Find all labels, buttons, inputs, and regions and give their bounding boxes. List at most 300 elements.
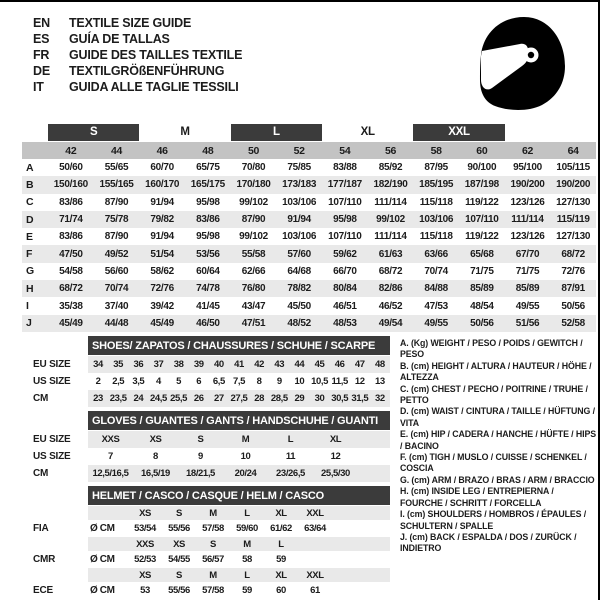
helmet-size-label: L	[244, 569, 250, 581]
measure-value: 119/122	[465, 231, 499, 243]
shoes-size-table	[88, 336, 390, 407]
language-row	[33, 15, 242, 31]
gloves-side-spacer	[33, 411, 88, 431]
shoes-row	[88, 356, 390, 373]
measure-value: 107/110	[328, 196, 362, 208]
measure-value: 55/58	[241, 248, 266, 260]
helmet-value: 55/56	[168, 585, 190, 596]
gloves-value: 10	[240, 451, 251, 462]
helmet-value: 61	[310, 585, 320, 596]
measure-value: 72/76	[561, 265, 585, 277]
measure-value: 107/110	[328, 231, 362, 243]
gloves-row	[88, 431, 390, 448]
measure-value: 63/66	[424, 248, 448, 260]
measure-value: 79/82	[150, 214, 174, 226]
shoes-value: 23,5	[109, 393, 127, 404]
measure-value: 49/55	[424, 317, 448, 329]
legend-item: F. (cm) TIGH / MUSLO / CUISSE / SCHENKEL / COSCIA	[400, 452, 587, 474]
gloves-value: L	[287, 434, 294, 445]
shoes-row	[88, 373, 390, 390]
shoes-label-cm: CM	[33, 393, 49, 404]
size-number: 44	[110, 144, 123, 157]
gloves-value: 20/24	[234, 468, 257, 479]
size-group-row	[22, 123, 596, 141]
shoes-value: 29	[294, 393, 305, 404]
measure-value: 115/118	[419, 196, 453, 208]
measure-value: 83/86	[59, 231, 83, 243]
helmet-value: 58	[242, 554, 252, 565]
helmet-value: 57/58	[202, 585, 224, 596]
measure-value: 50/56	[561, 300, 585, 312]
shoes-value: 27,5	[230, 393, 248, 404]
measure-row-B	[22, 176, 596, 193]
measure-letter: C	[26, 196, 34, 209]
size-group-empty	[505, 124, 551, 141]
measure-value: 49/54	[378, 317, 403, 329]
measure-value: 55/65	[104, 162, 129, 174]
measure-value: 95/98	[333, 214, 357, 226]
helmet-value: 63/64	[304, 523, 326, 534]
helmet-size-label: L	[244, 507, 250, 519]
helmet-standard-label-ece: ECE	[33, 585, 53, 596]
measure-value: 111/114	[374, 231, 407, 243]
measure-row-A	[22, 159, 596, 176]
helmet-size-label: S	[210, 538, 216, 550]
shoes-value: 30	[314, 393, 325, 404]
legend-item: G. (cm) ARM / BRAZO / BRAS / ARM / BRACCIO	[400, 474, 595, 485]
shoes-value: 11,5	[331, 376, 348, 387]
measure-value: 45/50	[287, 300, 311, 312]
measure-value: 115/119	[556, 214, 590, 226]
helmet-size-label: S	[176, 569, 182, 581]
measure-row-E	[22, 228, 596, 245]
language-row	[33, 47, 242, 63]
gloves-value: XL	[329, 434, 342, 445]
measure-value: 103/106	[419, 214, 454, 226]
helmet-value-row-FIA	[88, 520, 390, 537]
shoes-table-title: SHOES/ ZAPATOS / CHAUSSURES / SCHUHE / SCARPE	[88, 336, 390, 355]
shoes-value: 40	[213, 359, 224, 370]
shoes-value: 38	[173, 359, 184, 370]
measure-letter: F	[26, 248, 33, 261]
measure-value: 103/106	[282, 231, 317, 243]
shoes-value: 28	[254, 393, 265, 404]
helmet-size-label: XS	[139, 507, 151, 519]
measure-value: 68/72	[378, 265, 403, 277]
measure-value: 78/82	[287, 283, 311, 295]
gloves-value: 7	[108, 451, 113, 462]
measure-value: 84/88	[424, 283, 448, 295]
measure-value: 123/126	[510, 196, 545, 208]
helmet-size-row-FIA	[88, 506, 390, 520]
size-number: 46	[156, 144, 168, 157]
measure-value: 155/165	[99, 179, 134, 191]
size-number: 60	[476, 144, 488, 157]
diameter-unit-label: Ø CM	[90, 554, 115, 565]
measure-row-G	[22, 263, 596, 280]
helmet-size-label: M	[243, 538, 251, 550]
measure-value: 48/54	[470, 300, 494, 312]
shoes-value: 43	[274, 359, 285, 370]
measure-letter: G	[26, 265, 34, 278]
helmet-value: 56/57	[202, 554, 224, 565]
size-group-L: L	[231, 124, 322, 141]
measure-value: 56/60	[104, 265, 129, 277]
size-number: 62	[521, 144, 534, 157]
measure-value: 50/56	[470, 317, 494, 329]
measure-value: 87/90	[104, 231, 129, 243]
shoes-value: 13	[375, 376, 385, 387]
shoes-value: 34	[93, 359, 103, 370]
measure-value: 170/180	[236, 179, 271, 191]
measure-letter: B	[26, 178, 34, 191]
measure-value: 87/90	[241, 214, 266, 226]
helmet-size-label: XS	[139, 569, 151, 581]
helmet-value: 53	[140, 585, 150, 596]
measure-value: 45/49	[59, 317, 83, 329]
shoes-value: 30,5	[331, 393, 349, 404]
measure-value: 51/56	[515, 317, 540, 329]
measure-value: 127/130	[556, 231, 591, 243]
gloves-value: XXS	[101, 434, 120, 445]
helmet-size-label: XS	[173, 538, 185, 550]
gloves-value: 23/26,5	[276, 468, 305, 479]
measure-value: 190/200	[510, 179, 545, 191]
helmet-value-row-ECE	[88, 582, 390, 599]
measure-value: 111/114	[374, 196, 407, 208]
shoes-value: 25,5	[170, 393, 188, 404]
helmet-side-spacer	[33, 537, 88, 551]
language-row	[33, 31, 242, 47]
measure-value: 99/102	[376, 214, 405, 226]
shoes-value: 48	[375, 359, 385, 370]
measure-value: 87/95	[424, 162, 448, 174]
size-number: 50	[247, 144, 260, 157]
measure-row-F	[22, 245, 596, 262]
measure-letter: E	[26, 230, 33, 243]
helmet-size-row-CMR	[88, 537, 390, 551]
measure-value: 173/183	[282, 179, 317, 191]
language-row	[33, 79, 242, 95]
measure-value: 48/52	[287, 317, 311, 329]
shoes-value: 39	[193, 359, 204, 370]
helmet-size-label: XXS	[136, 538, 154, 550]
legend-item: J. (cm) BACK / ESPALDA / DOS / ZURÜCK / INDIETRO	[400, 531, 577, 554]
shoes-value: 36	[133, 359, 144, 370]
helmet-standard-label-cmr: CMR	[33, 554, 56, 565]
language-code: FR	[33, 48, 50, 62]
shoes-value: 46	[334, 359, 345, 370]
measure-row-J	[22, 315, 596, 332]
helmet-value: 54/55	[168, 554, 190, 565]
helmet-value: 53/54	[134, 523, 156, 534]
size-group-XXL: XXL	[413, 124, 504, 141]
measure-value: 119/122	[465, 196, 499, 208]
gloves-row	[88, 448, 390, 465]
measure-value: 177/187	[327, 179, 362, 191]
language-code: DE	[33, 64, 50, 78]
measure-value: 70/74	[104, 283, 129, 295]
shoes-value: 6	[196, 376, 202, 387]
measure-letter: D	[26, 213, 34, 226]
measure-value: 107/110	[465, 214, 499, 226]
helmet-side-spacer	[33, 506, 88, 520]
measure-value: 71/74	[59, 214, 83, 226]
gloves-value: 9	[198, 451, 203, 462]
measure-row-C	[22, 194, 596, 211]
shoes-value: 12	[354, 376, 365, 387]
size-number: 64	[567, 144, 579, 157]
shoes-value: 45	[314, 359, 325, 370]
gloves-value: 16,5/19	[141, 468, 170, 479]
gloves-label-us-size: US SIZE	[33, 451, 71, 462]
shoes-value: 28,5	[270, 393, 288, 404]
gloves-label-eu-size: EU SIZE	[33, 434, 71, 445]
measure-value: 44/48	[104, 317, 129, 329]
measure-value: 95/98	[196, 231, 220, 243]
language-title: GUIDE DES TAILLES TEXTILE	[69, 48, 243, 62]
measure-value: 85/89	[470, 283, 494, 295]
measure-value: 48/53	[333, 317, 357, 329]
measure-value: 80/84	[333, 283, 357, 295]
shoes-value: 8	[256, 376, 262, 387]
shoes-value: 41	[234, 359, 244, 370]
measure-value: 39/42	[150, 300, 174, 312]
measure-value: 99/102	[239, 196, 268, 208]
helmet-size-row-ECE	[88, 568, 390, 582]
shoes-value: 32	[375, 393, 385, 404]
measure-value: 47/50	[59, 248, 83, 260]
measure-value: 82/86	[378, 283, 403, 295]
legend-item: A. (Kg) WEIGHT / PESO / POIDS / GEWITCH / PESO	[400, 338, 583, 360]
helmet-table-title: HELMET / CASCO / CASQUE / HELM / CASCO	[88, 486, 390, 505]
measure-value: 115/118	[419, 231, 453, 243]
gloves-value: 25,5/30	[321, 468, 350, 479]
helmet-size-label: M	[209, 507, 217, 519]
gloves-value: S	[197, 434, 204, 445]
measure-value: 65/75	[196, 162, 220, 174]
measure-row-I	[22, 297, 596, 314]
language-code: EN	[33, 16, 50, 30]
size-number: 56	[384, 144, 397, 157]
measure-value: 74/78	[196, 283, 220, 295]
gloves-value: 8	[153, 451, 158, 462]
measure-value: 37/40	[104, 300, 129, 312]
measure-letter: J	[26, 317, 32, 330]
measure-value: 49/55	[515, 300, 540, 312]
gloves-value: 18/21,5	[186, 468, 215, 479]
measure-value: 68/72	[561, 248, 585, 260]
measure-value: 70/80	[241, 162, 266, 174]
helmet-value-row-CMR	[88, 551, 390, 568]
shoes-value: 37	[153, 359, 164, 370]
measure-value: 68/72	[59, 283, 83, 295]
size-number: 48	[202, 144, 214, 157]
helmet-side-spacer	[33, 486, 88, 506]
measure-value: 85/92	[378, 162, 403, 174]
measure-value: 91/94	[150, 196, 174, 208]
language-row	[33, 63, 242, 79]
measure-value: 83/86	[196, 214, 220, 226]
measure-value: 60/70	[150, 162, 174, 174]
helmet-standard-label-fia: FIA	[33, 523, 49, 534]
helmet-size-label: L	[278, 538, 284, 550]
measure-value: 47/51	[241, 317, 266, 329]
measure-value: 53/56	[196, 248, 220, 260]
gloves-label-cm: CM	[33, 468, 49, 479]
measure-value: 99/102	[239, 231, 268, 243]
measure-letter: A	[26, 161, 34, 174]
shoes-value: 27	[213, 393, 224, 404]
shoes-value: 7,5	[232, 376, 245, 387]
gloves-value: 12	[330, 451, 341, 462]
helmet-size-label: XL	[275, 569, 287, 581]
diameter-unit-label: Ø CM	[90, 523, 115, 534]
measure-value: 95/98	[196, 196, 220, 208]
shoes-side-spacer	[33, 336, 88, 356]
measure-letter: H	[26, 282, 34, 295]
measure-value: 75/85	[287, 162, 311, 174]
measurement-legend	[400, 338, 597, 555]
measure-value: 49/52	[104, 248, 129, 260]
language-code: IT	[33, 80, 44, 94]
size-number: 52	[293, 144, 305, 157]
measure-value: 72/76	[150, 283, 174, 295]
helmet-row-labels	[33, 486, 88, 599]
legend-item: H. (cm) INSIDE LEG / ENTREPIERNA / FOURCHE / SCHRITT / FORCELLA	[400, 486, 554, 508]
language-title-list	[33, 15, 242, 95]
measure-value: 150/160	[53, 179, 88, 191]
measure-value: 52/58	[561, 317, 585, 329]
gloves-table-title: GLOVES / GUANTES / GANTS / HANDSCHUHE / GUANTI	[88, 411, 390, 430]
helmet-side-spacer	[33, 568, 88, 582]
measure-value: 190/200	[556, 179, 591, 191]
measure-value: 46/51	[333, 300, 357, 312]
shoes-value: 35	[113, 359, 124, 370]
legend-item: C. (cm) CHEST / PECHO / POITRINE / TRUHE / PETTO	[400, 383, 588, 406]
size-number: 54	[339, 144, 351, 157]
helmet-size-label: XL	[275, 507, 287, 519]
language-title: GUIDA ALLE TAGLIE TESSILI	[69, 80, 239, 94]
helmet-value: 57/58	[202, 523, 224, 534]
shoes-value: 10,5	[311, 376, 328, 387]
helmet-size-label: M	[209, 569, 217, 581]
gloves-row-labels	[33, 411, 88, 482]
legend-item: I. (cm) SHOULDERS / HOMBROS / ÉPAULES / SCHULTERN / SPALLE	[400, 509, 587, 531]
shoes-value: 9	[276, 376, 282, 387]
helmet-section	[33, 486, 393, 599]
shoes-value: 23	[93, 393, 103, 404]
helmet-value: 61/62	[270, 523, 292, 534]
measure-value: 103/106	[282, 196, 317, 208]
measure-value: 57/60	[287, 248, 311, 260]
measure-value: 85/89	[515, 283, 540, 295]
measure-value: 75/78	[104, 214, 129, 226]
measure-value: 70/74	[424, 265, 448, 277]
helmet-value: 55/56	[168, 523, 190, 534]
helmet-size-label: S	[176, 507, 182, 519]
helmet-value: 60	[276, 585, 286, 596]
gloves-value: M	[241, 434, 250, 445]
size-group-M: M	[180, 126, 190, 138]
measure-value: 71/75	[470, 265, 494, 277]
size-group-empty	[22, 124, 48, 141]
shoes-value: 47	[354, 359, 365, 370]
size-number: 58	[430, 144, 442, 157]
legend-item: B. (cm) HEIGHT / ALTURA / HAUTEUR / HÖHE / ALTEZZA	[400, 360, 592, 383]
shoes-section	[33, 336, 393, 407]
helmet-size-table	[88, 486, 390, 599]
measure-value: 165/175	[190, 179, 225, 191]
measure-value: 123/126	[510, 231, 545, 243]
language-title: TEXTILGRÖßENFÜHRUNG	[69, 64, 225, 78]
shoes-value: 5	[176, 376, 182, 387]
measure-value: 67/70	[515, 248, 540, 260]
measure-value: 187/198	[464, 179, 499, 191]
measure-value: 160/170	[145, 179, 180, 191]
shoes-value: 24,5	[150, 393, 167, 404]
measure-value: 91/94	[287, 214, 311, 226]
measure-value: 65/68	[470, 248, 494, 260]
measure-value: 46/50	[196, 317, 220, 329]
size-group-S: S	[48, 124, 139, 141]
language-title: GUÍA DE TALLAS	[69, 32, 170, 46]
measure-value: 105/115	[556, 162, 590, 174]
gloves-section	[33, 411, 393, 482]
measure-value: 51/54	[150, 248, 174, 260]
measure-value: 60/64	[196, 265, 220, 277]
shoes-label-us-size: US SIZE	[33, 376, 71, 387]
measure-value: 127/130	[556, 196, 591, 208]
measure-value: 83/88	[333, 162, 357, 174]
shoes-label-eu-size: EU SIZE	[33, 359, 71, 370]
measure-value: 62/66	[241, 265, 266, 277]
size-number: 42	[65, 144, 77, 157]
measure-value: 59/62	[333, 248, 357, 260]
gloves-value: 12,5/16,5	[92, 468, 129, 479]
measure-value: 58/62	[150, 265, 174, 277]
textile-size-table	[22, 123, 596, 332]
shoes-value: 26	[193, 393, 204, 404]
shoes-value: 24	[133, 393, 144, 404]
measure-value: 35/38	[59, 300, 83, 312]
measure-row-D	[22, 211, 596, 228]
measure-letter: I	[26, 300, 29, 313]
measure-value: 87/91	[561, 283, 585, 295]
measure-value: 83/86	[59, 196, 83, 208]
shoes-value: 42	[254, 359, 265, 370]
measure-value: 50/60	[59, 162, 83, 174]
helmet-size-label: XXL	[306, 507, 324, 519]
language-title: TEXTILE SIZE GUIDE	[69, 16, 192, 30]
size-group-XL: XL	[360, 126, 375, 138]
gloves-size-table	[88, 411, 390, 482]
measure-value: 66/70	[333, 265, 357, 277]
measure-value: 54/58	[59, 265, 83, 277]
shoes-value: 44	[294, 359, 305, 370]
shoes-value: 2	[95, 376, 101, 387]
helmet-value: 59	[242, 585, 252, 596]
diameter-unit-label: Ø CM	[90, 585, 115, 596]
helmet-value: 59/60	[236, 523, 258, 534]
gloves-row	[88, 465, 390, 482]
measure-value: 64/68	[287, 265, 311, 277]
size-number-row	[22, 142, 596, 159]
measure-value: 41/45	[196, 300, 220, 312]
shoes-row-labels	[33, 336, 88, 407]
measure-value: 182/190	[373, 179, 408, 191]
measure-row-H	[22, 280, 596, 297]
